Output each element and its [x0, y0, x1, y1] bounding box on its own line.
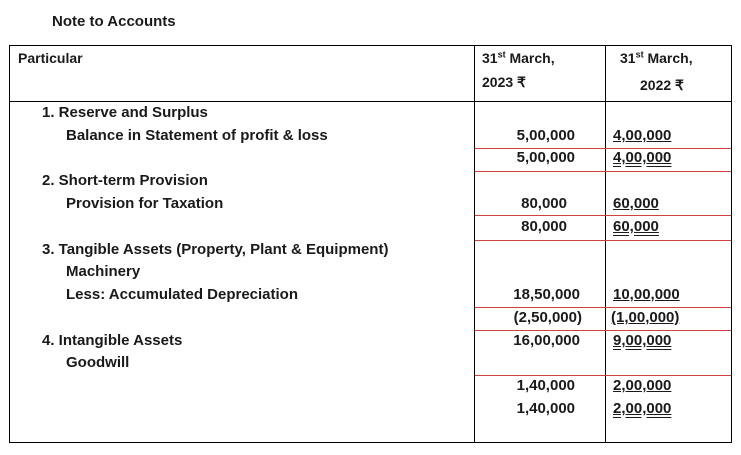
table-top-border	[9, 45, 732, 46]
header-col-2023-line1: 31st March,	[482, 49, 555, 66]
header-col-2023-line2: 2023 ₹	[482, 74, 526, 90]
header-bottom-border	[9, 101, 732, 102]
table-left-border	[9, 45, 10, 443]
note4-item-label: Goodwill	[66, 354, 130, 371]
row-separator	[475, 215, 731, 216]
row-separator	[475, 171, 731, 172]
note1-total-2023: 5,00,000	[516, 149, 575, 166]
column-divider-2	[605, 45, 606, 443]
note4-total-2022: 2,00,000	[613, 400, 672, 417]
row-separator	[475, 148, 731, 149]
note4-item-2023: 1,40,000	[516, 377, 575, 394]
note2-item-2022: 60,000	[613, 195, 659, 212]
note4-heading: 4. Intangible Assets	[42, 332, 183, 349]
note3-item2-2022: (1,00,000)	[611, 309, 680, 326]
note2-total-2023: 80,000	[521, 218, 567, 235]
table-right-border	[731, 45, 732, 443]
note2-item-label: Provision for Taxation	[66, 195, 224, 212]
note2-item-2023: 80,000	[521, 195, 567, 212]
column-divider-1	[474, 45, 475, 443]
row-separator	[475, 240, 731, 241]
note1-item-label: Balance in Statement of profit & loss	[66, 127, 328, 144]
note3-total-2022: 9,00,000	[613, 332, 672, 349]
table-bottom-border	[9, 442, 732, 443]
note1-heading: 1. Reserve and Surplus	[42, 104, 208, 121]
note-title: Note to Accounts	[52, 13, 176, 30]
note3-item1-2022: 10,00,000	[613, 286, 680, 303]
note1-item-2023: 5,00,000	[516, 127, 575, 144]
note1-total-2022: 4,00,000	[613, 149, 672, 166]
note3-item2-label: Less: Accumulated Depreciation	[66, 286, 299, 303]
row-separator	[475, 375, 731, 376]
note2-total-2022: 60,000	[613, 218, 659, 235]
row-separator	[475, 330, 731, 331]
note1-item-2022: 4,00,000	[613, 127, 672, 144]
note3-item2-2023: (2,50,000)	[513, 309, 582, 326]
note3-item1-label: Machinery	[66, 263, 141, 280]
note4-total-2023: 1,40,000	[516, 400, 575, 417]
note3-heading: 3. Tangible Assets (Property, Plant & Equipment)	[42, 241, 389, 258]
note4-item-2022: 2,00,000	[613, 377, 672, 394]
header-particular: Particular	[18, 50, 83, 66]
note2-heading: 2. Short-term Provision	[42, 172, 208, 189]
header-col-2022-line2: 2022 ₹	[640, 77, 684, 93]
note3-item1-2023: 18,50,000	[513, 286, 580, 303]
row-separator	[475, 307, 731, 308]
note3-total-2023: 16,00,000	[513, 332, 580, 349]
header-col-2022-line1: 31st March,	[620, 49, 693, 66]
